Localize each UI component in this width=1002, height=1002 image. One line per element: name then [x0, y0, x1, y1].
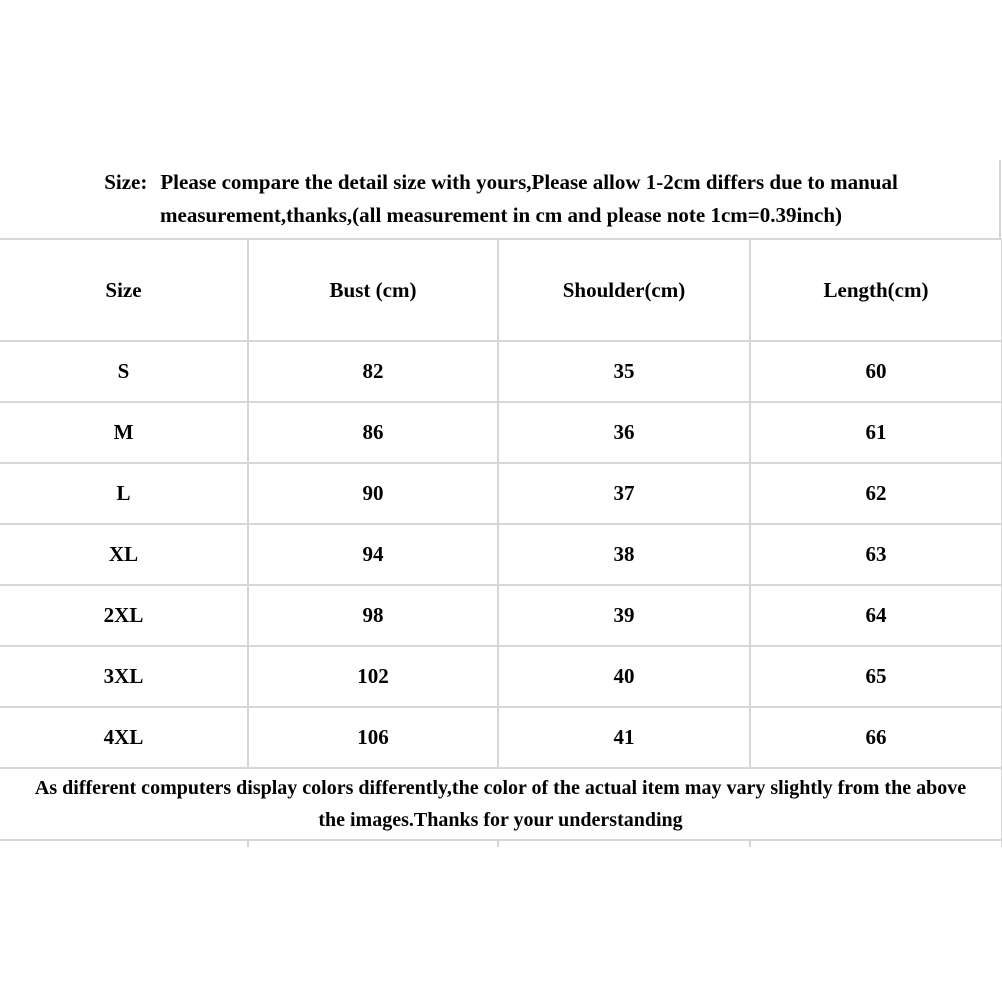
- footer-note-row: [0, 768, 1002, 840]
- table-row: [0, 463, 1002, 524]
- cropped-cell: [248, 840, 498, 847]
- footer-note-cell: [0, 768, 1002, 840]
- cropped-cell: [498, 840, 750, 847]
- table-cell: 65: [750, 646, 1002, 707]
- table-cell: 37: [498, 463, 750, 524]
- table-row: [0, 524, 1002, 585]
- table-cell: 38: [498, 524, 750, 585]
- table-cell: 102: [248, 646, 498, 707]
- table-cell: 86: [248, 402, 498, 463]
- table-cell: 90: [248, 463, 498, 524]
- table-cell: 2XL: [0, 585, 248, 646]
- table-cell: 98: [248, 585, 498, 646]
- table-cell: XL: [0, 524, 248, 585]
- cropped-cell: [750, 840, 1002, 847]
- table-row: [0, 402, 1002, 463]
- right-border-stub: [999, 160, 1001, 238]
- size-table: [0, 238, 1002, 847]
- table-cell: 62: [750, 463, 1002, 524]
- footer-note-line1: As different computers display colors differently,the color of the actual item may vary slightly from the above: [34, 777, 967, 799]
- size-table-body: [0, 341, 1002, 768]
- table-cell: 39: [498, 585, 750, 646]
- table-row: [0, 585, 1002, 646]
- table-cell: M: [0, 402, 248, 463]
- column-header: Bust (cm): [248, 239, 498, 341]
- table-cell: 66: [750, 707, 1002, 768]
- table-cell: 40: [498, 646, 750, 707]
- table-row: [0, 646, 1002, 707]
- table-cell: 41: [498, 707, 750, 768]
- table-cell: 106: [248, 707, 498, 768]
- column-header: Size: [0, 239, 248, 341]
- table-row: [0, 707, 1002, 768]
- table-cell: 63: [750, 524, 1002, 585]
- table-cell: 82: [248, 341, 498, 402]
- table-cell: 60: [750, 341, 1002, 402]
- table-cell: 3XL: [0, 646, 248, 707]
- column-header: Shoulder(cm): [498, 239, 750, 341]
- column-header: Length(cm): [750, 239, 1002, 341]
- table-cell: S: [0, 341, 248, 402]
- top-size-note: [0, 166, 1002, 232]
- table-row: [0, 341, 1002, 402]
- table-cell: 94: [248, 524, 498, 585]
- top-note-size-label: Size:: [104, 170, 148, 194]
- table-cell: 64: [750, 585, 1002, 646]
- table-cell: 35: [498, 341, 750, 402]
- table-cell: 36: [498, 402, 750, 463]
- footer-note-line2: the images.Thanks for your understanding: [318, 809, 683, 831]
- cropped-next-row: [0, 840, 1002, 847]
- top-note-line2: measurement,thanks,(all measurement in cm and please note 1cm=0.39inch): [160, 203, 842, 227]
- table-cell: L: [0, 463, 248, 524]
- top-note-line1: [0, 166, 1002, 199]
- table-cell: 4XL: [0, 707, 248, 768]
- table-cell: 61: [750, 402, 1002, 463]
- cropped-cell: [0, 840, 248, 847]
- size-table-header-row: [0, 239, 1002, 341]
- top-note-line1-text: Please compare the detail size with yours,Please allow 1-2cm differs due to manual: [160, 170, 898, 194]
